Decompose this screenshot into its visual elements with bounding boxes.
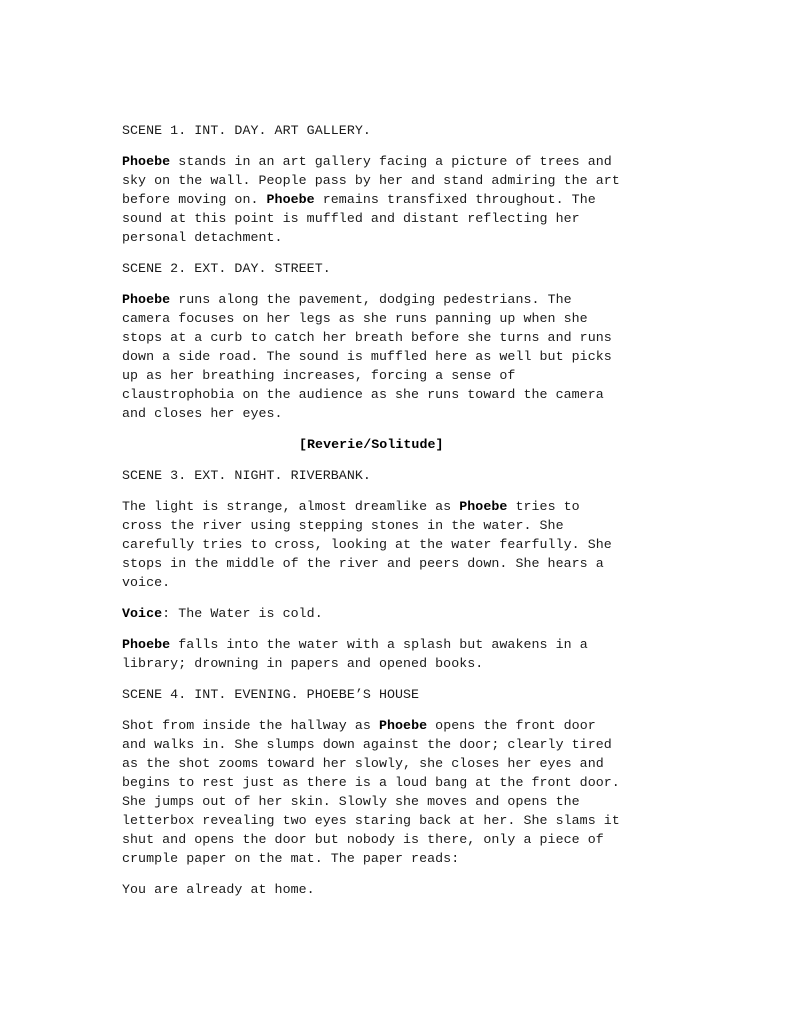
action-line: voice. xyxy=(122,575,171,590)
action-line xyxy=(122,152,682,171)
action-line: stops in the middle of the river and peers down. She hears a xyxy=(122,556,604,571)
action-line xyxy=(122,497,682,516)
action-line: camera focuses on her legs as she runs panning up when she xyxy=(122,311,588,326)
action-line: down a side road. The sound is muffled here as well but picks xyxy=(122,349,612,364)
action-line: claustrophobia on the audience as she runs toward the camera xyxy=(122,387,604,402)
action-line: up as her breathing increases, forcing a sense of xyxy=(122,368,516,383)
dialogue-line xyxy=(122,604,682,623)
transition-label: [Reverie/Solitude] xyxy=(299,437,444,452)
action-text: tries to xyxy=(507,499,580,514)
action-line xyxy=(122,716,682,735)
action-line: crumple paper on the mat. The paper reads: xyxy=(122,851,460,866)
character-name: Phoebe xyxy=(122,637,171,652)
action-line xyxy=(122,290,682,309)
scene-2-heading: SCENE 2. EXT. DAY. STREET. xyxy=(122,261,331,276)
character-name: Phoebe xyxy=(122,154,171,169)
action-text: Shot from inside the hallway as xyxy=(122,718,379,733)
action-text: runs along the pavement, dodging pedestrians. The xyxy=(170,292,572,307)
scene-4-action xyxy=(122,716,682,868)
note-text: You are already at home. xyxy=(122,882,315,897)
action-text: The light is strange, almost dreamlike as xyxy=(122,499,460,514)
dialogue-text: : The Water is cold. xyxy=(162,606,323,621)
action-text: falls into the water with a splash but awakens in a xyxy=(170,637,588,652)
action-text: remains transfixed throughout. The xyxy=(314,192,596,207)
screenplay-body xyxy=(122,121,682,911)
action-line xyxy=(122,635,682,654)
action-line: sky on the wall. People pass by her and stand admiring the art xyxy=(122,173,620,188)
scene-2-action xyxy=(122,290,682,423)
character-name: Phoebe xyxy=(459,499,508,514)
scene-4-note xyxy=(122,880,682,899)
scene-3-action-2 xyxy=(122,635,682,673)
action-line: shut and opens the door but nobody is there, only a piece of xyxy=(122,832,604,847)
action-line: carefully tries to cross, looking at the water fearfully. She xyxy=(122,537,612,552)
action-line: as the shot zooms toward her slowly, she closes her eyes and xyxy=(122,756,604,771)
scene-4-heading: SCENE 4. INT. EVENING. PHOEBE’S HOUSE xyxy=(122,687,420,702)
scene-1-action xyxy=(122,152,682,247)
action-line: letterbox revealing two eyes staring back at her. She slams it xyxy=(122,813,620,828)
character-name: Phoebe xyxy=(266,192,315,207)
scene-3-heading: SCENE 3. EXT. NIGHT. RIVERBANK. xyxy=(122,468,371,483)
action-text: before moving on. xyxy=(122,192,267,207)
action-text: stands in an art gallery facing a picture of trees and xyxy=(170,154,612,169)
action-line: stops at a curb to catch her breath before she turns and runs xyxy=(122,330,612,345)
action-text: opens the front door xyxy=(427,718,596,733)
action-line: and closes her eyes. xyxy=(122,406,283,421)
action-line: and walks in. She slumps down against the door; clearly tired xyxy=(122,737,612,752)
speaker-name: Voice xyxy=(122,606,163,621)
action-line: She jumps out of her skin. Slowly she moves and opens the xyxy=(122,794,580,809)
character-name: Phoebe xyxy=(122,292,171,307)
scene-3-dialogue xyxy=(122,604,682,623)
character-name: Phoebe xyxy=(378,718,428,733)
action-line: sound at this point is muffled and distant reflecting her xyxy=(122,211,580,226)
action-line xyxy=(122,190,682,209)
action-line: library; drowning in papers and opened books. xyxy=(122,656,484,671)
action-line: personal detachment. xyxy=(122,230,283,245)
scene-3-action xyxy=(122,497,682,592)
scene-1-heading: SCENE 1. INT. DAY. ART GALLERY. xyxy=(122,123,371,138)
action-line: begins to rest just as there is a loud bang at the front door. xyxy=(122,775,620,790)
action-line: cross the river using stepping stones in the water. She xyxy=(122,518,564,533)
